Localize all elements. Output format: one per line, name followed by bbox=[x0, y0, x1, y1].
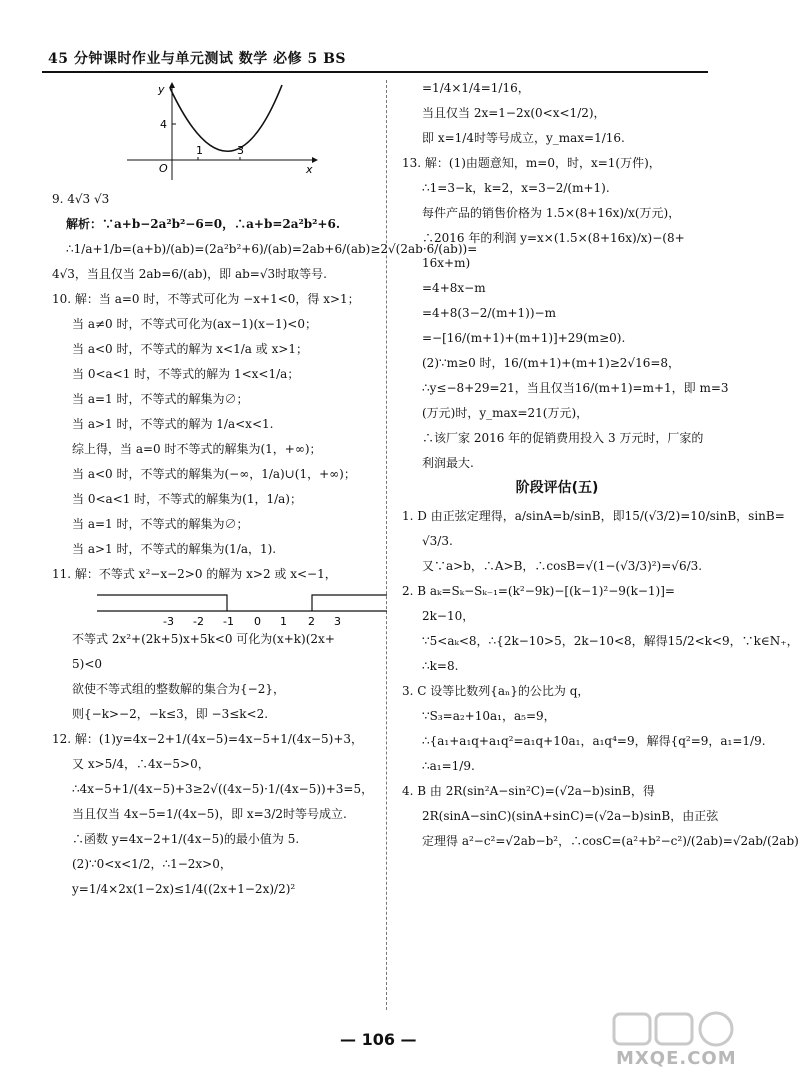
text-line: ∴{a₁+a₁q+a₁q²=a₁q+10a₁，a₁q⁴=9，解得{q²=9，a₁=1/9. bbox=[422, 734, 766, 748]
text-line: 当 a<0 时，不等式的解集为(−∞，1/a)∪(1，+∞)； bbox=[72, 467, 356, 481]
text-line: 当且仅当 2x=1−2x(0<x<1/2)， bbox=[422, 106, 606, 120]
page-header: 45 分钟课时作业与单元测试 数学 必修 5 BS bbox=[48, 51, 347, 67]
text-line: 又∵a>b，∴A>B，∴cosB=√(1−(√3/3)²)=√6/3. bbox=[422, 559, 703, 573]
text-line: 2. B aₖ=Sₖ−Sₖ₋₁=(k²−9k)−[(k−1)²−9(k−1)]= bbox=[402, 584, 675, 598]
column-divider bbox=[386, 80, 387, 1010]
tick-label: 2 bbox=[308, 615, 315, 628]
text-line: 当 a>1 时，不等式的解集为(1/a，1). bbox=[72, 542, 277, 556]
text-line: ∵S₃=a₂+10a₁，a₅=9， bbox=[422, 709, 556, 723]
watermark-text: MXQE.COM bbox=[616, 1048, 737, 1069]
section-title: 阶段评估(五) bbox=[515, 480, 599, 496]
origin-label: O bbox=[159, 162, 168, 175]
parabola-curve bbox=[170, 85, 282, 151]
text-line: 当 a=1 时，不等式的解集为∅； bbox=[72, 392, 249, 406]
solution-bracket-right bbox=[312, 595, 387, 611]
header-rule bbox=[42, 71, 708, 73]
text-line: (2)∵0<x<1/2，∴1−2x>0， bbox=[72, 857, 232, 871]
text-line: 又 x>5/4，∴4x−5>0， bbox=[72, 757, 210, 771]
text-line: 利润最大. bbox=[422, 456, 474, 470]
text-line: 10. 解：当 a=0 时，不等式可化为 −x+1<0，得 x>1； bbox=[52, 292, 360, 306]
text-line: ∴1=3−k，k=2，x=3−2/(m+1). bbox=[422, 181, 610, 195]
text-line: √3/3. bbox=[422, 534, 453, 548]
text-line: 当且仅当 4x−5=1/(4x−5)，即 x=3/2时等号成立. bbox=[72, 807, 347, 821]
text-line: =4+8(3−2/(m+1))−m bbox=[422, 306, 556, 320]
text-line: 欲使不等式组的整数解的集合为{−2}， bbox=[72, 682, 285, 696]
text-line: ∵5<aₖ<8，∴{2k−10>5，2k−10<8，解得15/2<k<9，∵k∈N₊， bbox=[422, 634, 799, 648]
solution-bracket-left bbox=[97, 595, 227, 611]
text-line: 1. D 由正弦定理得，a/sinA=b/sinB，即15/(√3/2)=10/sinB，sinB= bbox=[402, 509, 785, 523]
text-line: 2k−10， bbox=[422, 609, 475, 623]
text-line: =4+8x−m bbox=[422, 281, 486, 295]
text-line: 综上得，当 a=0 时不等式的解集为(1，+∞)； bbox=[72, 442, 322, 456]
tick-label: 1 bbox=[280, 615, 287, 628]
text-line: (2)∵m≥0 时，16/(m+1)+(m+1)≥2√16=8， bbox=[422, 356, 681, 370]
text-line: ∴k=8. bbox=[422, 659, 459, 673]
page-number: — 106 — bbox=[340, 1030, 417, 1049]
text-line: (万元)时，y_max=21(万元)， bbox=[422, 406, 589, 420]
watermark-box-icon bbox=[614, 1014, 650, 1044]
parabola-graph bbox=[122, 80, 322, 185]
tick-label: -1 bbox=[223, 615, 234, 628]
text-line: 4. B 由 2R(sin²A−sin²C)=(√2a−b)sinB，得 bbox=[402, 784, 655, 798]
text-line: 16x+m) bbox=[422, 256, 471, 270]
text-line: y=1/4×2x(1−2x)≤1/4((2x+1−2x)/2)² bbox=[72, 882, 296, 896]
text-line: 12. 解：(1)y=4x−2+1/(4x−5)=4x−5+1/(4x−5)+3， bbox=[52, 732, 364, 746]
text-line: ∴4x−5+1/(4x−5)+3≥2√((4x−5)·1/(4x−5))+3=5， bbox=[72, 782, 374, 796]
x-tick-label-3: 3 bbox=[237, 144, 244, 157]
text-line: 即 x=1/4时等号成立，y_max=1/16. bbox=[422, 131, 625, 145]
text-line: 当 a<0 时，不等式的解为 x<1/a 或 x>1； bbox=[72, 342, 309, 356]
text-line: 定理得 a²−c²=√2ab−b²，∴cosC=(a²+b²−c²)/(2ab)=√2ab/(2ab) bbox=[422, 834, 799, 848]
text-line: 11. 解：不等式 x²−x−2>0 的解为 x>2 或 x<−1， bbox=[52, 567, 337, 581]
tick-label: 3 bbox=[334, 615, 341, 628]
text-line: ∴2016 年的利润 y=x×(1.5×(8+16x)/x)−(8+ bbox=[422, 231, 685, 245]
text-line: ∴y≤−8+29=21，当且仅当16/(m+1)=m+1，即 m=3 bbox=[422, 381, 729, 395]
x-axis-label: x bbox=[306, 163, 313, 176]
y-axis-label: y bbox=[158, 83, 165, 96]
text-line: 4√3，当且仅当 2ab=6/(ab)，即 ab=√3时取等号. bbox=[52, 267, 327, 281]
y-tick-label: 4 bbox=[160, 118, 167, 131]
number-line bbox=[97, 591, 387, 627]
text-line: ∴1/a+1/b=(a+b)/(ab)=(2a²b²+6)/(ab)=2ab+6/(ab)≥2√(2ab·6/(ab))= bbox=[66, 242, 478, 256]
text-line: 当 0<a<1 时，不等式的解集为(1，1/a)； bbox=[72, 492, 302, 506]
text-line: 当 a>1 时，不等式的解为 1/a<x<1. bbox=[72, 417, 274, 431]
text-line: =1/4×1/4=1/16， bbox=[422, 81, 530, 95]
text-line: ∴该厂家 2016 年的促销费用投入 3 万元时，厂家的 bbox=[422, 431, 704, 445]
text-line: 则{−k>−2，−k≤3，即 −3≤k<2. bbox=[72, 707, 269, 721]
text-line: 当 a≠0 时，不等式可化为(ax−1)(x−1)<0； bbox=[72, 317, 317, 331]
y-arrow-icon bbox=[169, 82, 175, 88]
text-line: ∴a₁=1/9. bbox=[422, 759, 475, 773]
text-line: 9. 4√3 √3 bbox=[52, 192, 110, 206]
tick-label: -3 bbox=[163, 615, 174, 628]
text-line: 不等式 2x²+(2k+5)x+5k<0 可化为(x+k)(2x+ bbox=[72, 632, 335, 646]
tick-label: -2 bbox=[193, 615, 204, 628]
text-line: 每件产品的销售价格为 1.5×(8+16x)/x(万元)， bbox=[422, 206, 681, 220]
watermark-box-icon bbox=[656, 1014, 692, 1044]
right-column bbox=[402, 80, 799, 858]
text-line: 5)<0 bbox=[72, 657, 103, 671]
x-tick-label-1: 1 bbox=[196, 144, 203, 157]
text-line: 3. C 设等比数列{aₙ}的公比为 q， bbox=[402, 684, 590, 698]
tick-label: 0 bbox=[254, 615, 261, 628]
text-line: 当 0<a<1 时，不等式的解为 1<x<1/a； bbox=[72, 367, 300, 381]
text-line: ∴函数 y=4x−2+1/(4x−5)的最小值为 5. bbox=[72, 832, 300, 846]
text-line: 13. 解：(1)由题意知，m=0，时，x=1(万件)， bbox=[402, 156, 661, 170]
text-line: 2R(sinA−sinC)(sinA+sinC)=(√2a−b)sinB，由正弦 bbox=[422, 809, 719, 823]
watermark-circle-icon bbox=[700, 1013, 732, 1045]
text-line: 当 a=1 时，不等式的解集为∅； bbox=[72, 517, 249, 531]
x-arrow-icon bbox=[312, 157, 318, 163]
text-line: 解析：∵a+b−2a²b²−6=0，∴a+b=2a²b²+6. bbox=[66, 217, 340, 231]
text-line: =−[16/(m+1)+(m+1)]+29(m≥0). bbox=[422, 331, 626, 345]
